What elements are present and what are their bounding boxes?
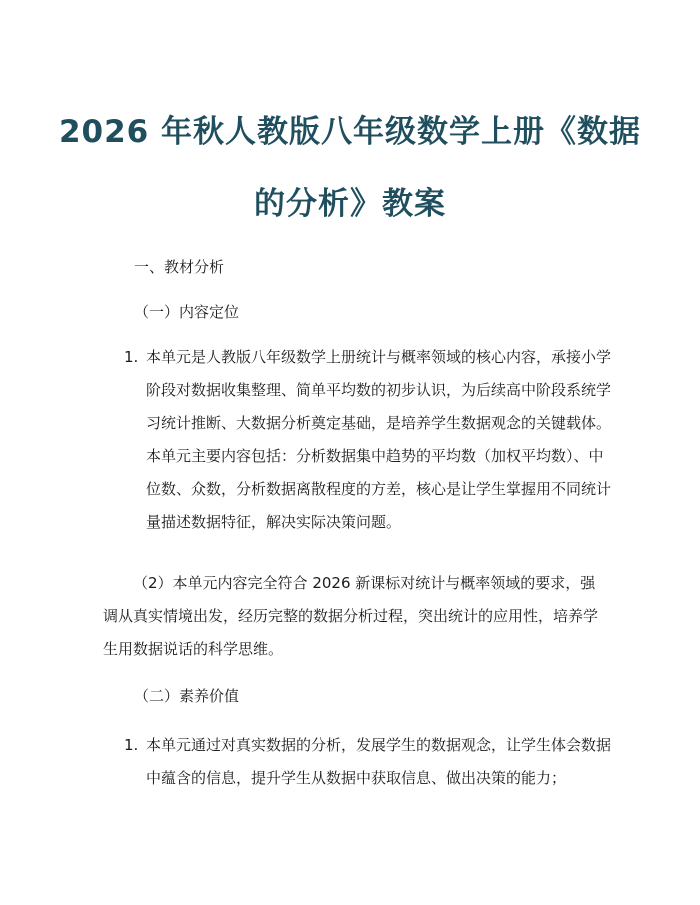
subsection-heading-content-positioning: （一）内容定位 <box>134 303 240 321</box>
item-number: 1. <box>124 736 139 754</box>
numbered-item-1 <box>124 341 624 556</box>
subsection-heading-literacy-value: （二）素养价值 <box>134 687 240 705</box>
item-text: 本单元通过对真实数据的分析，发展学生的数据观念，让学生体会数据中蕴含的信息，提升学生从数据中获取信息、做出决策的能力； <box>146 736 612 787</box>
item-text: 本单元是人教版八年级数学上册统计与概率领域的核心内容，承接小学阶段对数据收集整理、简单平均数的初步认识，为后续高中阶段系统学习统计推断、大数据分析奠定基础，是培养学生数据观念的关键载体。本单元主要内容包括：分析数据集中趋势的平均数（加权平均数）、中位数、众数，分析数据离散程度的方差，核心是让学生掌握用不同统计量描述数据特征，解决实际决策问题。 <box>146 348 612 531</box>
section-heading-textbook-analysis: 一、教材分析 <box>134 258 225 276</box>
document-title-line-2: 的分析》教案 <box>254 186 446 222</box>
document-title-line-1: 2026 年秋人教版八年级数学上册《数据 <box>58 114 642 150</box>
paragraph-2 <box>103 567 599 666</box>
item-number: 1. <box>124 348 139 366</box>
paragraph-text: （2）本单元内容完全符合 2026 新课标对统计与概率领域的要求，强调从真实情境出发，经历完整的数据分析过程，突出统计的应用性，培养学生用数据说话的科学思维。 <box>103 574 599 658</box>
numbered-item-2 <box>124 729 624 799</box>
